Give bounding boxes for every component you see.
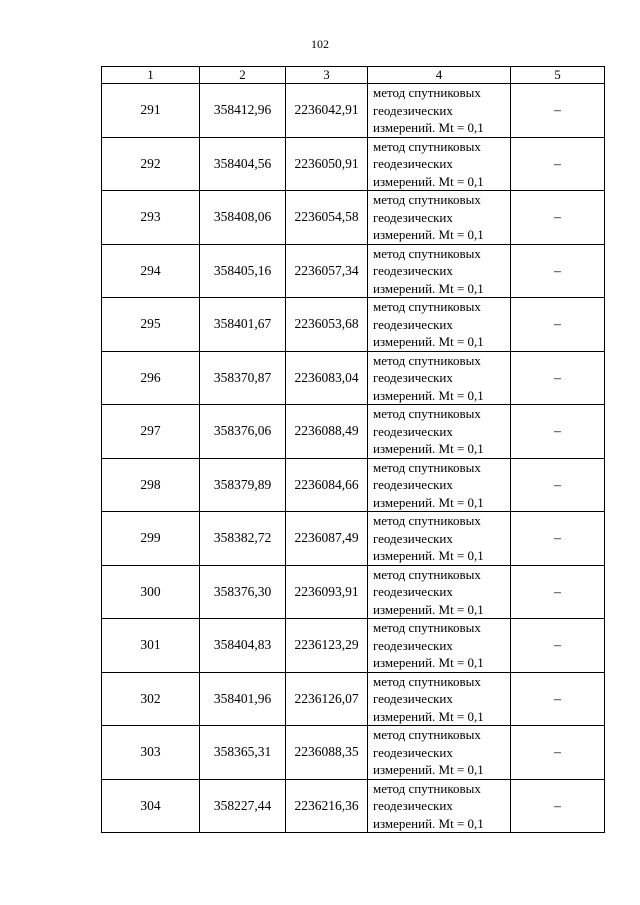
method-line: метод спутниковых: [373, 192, 481, 207]
method-cell: [368, 726, 511, 780]
header-col-3: 3: [286, 67, 368, 84]
y-coordinate-cell: 2236084,66: [286, 458, 368, 512]
method-line: геодезических: [373, 209, 453, 225]
method-line: измерений. Mt = 0,1: [373, 708, 484, 724]
x-coordinate-cell: 358379,89: [200, 458, 286, 512]
method-cell: [368, 298, 511, 352]
table-body: [102, 84, 605, 833]
note-cell: –: [511, 565, 605, 619]
method-line: измерений. Mt = 0,1: [373, 655, 484, 670]
table-row: [102, 565, 605, 619]
method-line: геодезических: [373, 798, 453, 813]
method-cell: [368, 191, 511, 245]
note-cell: –: [511, 298, 605, 352]
y-coordinate-cell: 2236088,35: [286, 726, 368, 780]
y-coordinate-cell: 2236216,36: [286, 779, 368, 833]
point-number-cell: 291: [102, 84, 200, 138]
method-line: геодезических: [373, 477, 453, 492]
point-number-cell: 294: [102, 244, 200, 298]
x-coordinate-cell: 358412,96: [200, 84, 286, 138]
point-number-cell: 293: [102, 191, 200, 245]
method-line: геодезических: [373, 316, 453, 332]
method-line: геодезических: [373, 637, 453, 653]
x-coordinate-cell: 358401,96: [200, 672, 286, 726]
method-line: геодезических: [373, 370, 453, 385]
method-line: измерений. Mt = 0,1: [373, 494, 484, 510]
note-cell: –: [511, 779, 605, 833]
point-number-cell: 304: [102, 779, 200, 833]
method-line: метод спутниковых: [373, 85, 481, 100]
method-line: измерений. Mt = 0,1: [373, 120, 484, 135]
method-line: измерений. Mt = 0,1: [373, 441, 484, 456]
method-line: метод спутниковых: [373, 566, 481, 582]
point-number-cell: 296: [102, 351, 200, 405]
method-line: геодезических: [373, 744, 453, 760]
point-number-cell: 292: [102, 137, 200, 191]
table-row: [102, 191, 605, 245]
note-cell: –: [511, 672, 605, 726]
x-coordinate-cell: 358404,83: [200, 619, 286, 673]
note-cell: –: [511, 726, 605, 780]
method-line: измерений. Mt = 0,1: [373, 227, 484, 242]
y-coordinate-cell: 2236088,49: [286, 405, 368, 459]
method-line: геодезических: [373, 691, 453, 706]
x-coordinate-cell: 358365,31: [200, 726, 286, 780]
method-line: измерений. Mt = 0,1: [373, 548, 484, 563]
method-line: геодезических: [373, 423, 453, 439]
header-col-4: 4: [368, 67, 511, 84]
method-cell: [368, 405, 511, 459]
method-line: метод спутниковых: [373, 459, 481, 475]
x-coordinate-cell: 358401,67: [200, 298, 286, 352]
table-row: [102, 672, 605, 726]
method-cell: [368, 84, 511, 138]
y-coordinate-cell: 2236053,68: [286, 298, 368, 352]
method-line: измерений. Mt = 0,1: [373, 387, 484, 403]
point-number-cell: 295: [102, 298, 200, 352]
point-number-cell: 300: [102, 565, 200, 619]
method-line: геодезических: [373, 263, 453, 278]
method-line: метод спутниковых: [373, 299, 481, 314]
method-cell: [368, 244, 511, 298]
coordinates-table: [101, 66, 605, 833]
method-line: метод спутниковых: [373, 138, 481, 154]
method-line: геодезических: [373, 584, 453, 599]
table-row: [102, 244, 605, 298]
x-coordinate-cell: 358227,44: [200, 779, 286, 833]
table-row: [102, 137, 605, 191]
y-coordinate-cell: 2236083,04: [286, 351, 368, 405]
method-line: метод спутниковых: [373, 673, 481, 689]
method-line: метод спутниковых: [373, 352, 481, 368]
method-cell: [368, 458, 511, 512]
method-line: метод спутниковых: [373, 620, 481, 635]
x-coordinate-cell: 358376,30: [200, 565, 286, 619]
note-cell: –: [511, 137, 605, 191]
y-coordinate-cell: 2236087,49: [286, 512, 368, 566]
y-coordinate-cell: 2236054,58: [286, 191, 368, 245]
method-line: геодезических: [373, 530, 453, 546]
note-cell: –: [511, 458, 605, 512]
method-cell: [368, 565, 511, 619]
method-cell: [368, 779, 511, 833]
method-line: геодезических: [373, 156, 453, 171]
header-col-2: 2: [200, 67, 286, 84]
note-cell: –: [511, 84, 605, 138]
method-line: измерений. Mt = 0,1: [373, 280, 484, 296]
method-line: измерений. Mt = 0,1: [373, 815, 484, 831]
y-coordinate-cell: 2236093,91: [286, 565, 368, 619]
table-row: [102, 726, 605, 780]
table-row: [102, 298, 605, 352]
point-number-cell: 297: [102, 405, 200, 459]
method-line: измерений. Mt = 0,1: [373, 173, 484, 189]
method-cell: [368, 512, 511, 566]
x-coordinate-cell: 358408,06: [200, 191, 286, 245]
y-coordinate-cell: 2236126,07: [286, 672, 368, 726]
y-coordinate-cell: 2236123,29: [286, 619, 368, 673]
note-cell: –: [511, 244, 605, 298]
y-coordinate-cell: 2236057,34: [286, 244, 368, 298]
method-cell: [368, 619, 511, 673]
header-col-5: 5: [511, 67, 605, 84]
table-row: [102, 458, 605, 512]
x-coordinate-cell: 358404,56: [200, 137, 286, 191]
note-cell: –: [511, 405, 605, 459]
table-row: [102, 405, 605, 459]
point-number-cell: 303: [102, 726, 200, 780]
method-line: измерений. Mt = 0,1: [373, 601, 484, 617]
y-coordinate-cell: 2236050,91: [286, 137, 368, 191]
x-coordinate-cell: 358376,06: [200, 405, 286, 459]
method-line: метод спутниковых: [373, 245, 481, 261]
point-number-cell: 302: [102, 672, 200, 726]
method-line: метод спутниковых: [373, 780, 481, 796]
note-cell: –: [511, 351, 605, 405]
header-col-1: 1: [102, 67, 200, 84]
method-cell: [368, 351, 511, 405]
method-cell: [368, 672, 511, 726]
table-row: [102, 351, 605, 405]
x-coordinate-cell: 358382,72: [200, 512, 286, 566]
page-number: 102: [311, 37, 329, 51]
point-number-cell: 298: [102, 458, 200, 512]
table-row: [102, 779, 605, 833]
table-row: [102, 512, 605, 566]
method-line: геодезических: [373, 102, 453, 118]
method-line: метод спутниковых: [373, 513, 481, 528]
note-cell: –: [511, 191, 605, 245]
table-row: [102, 619, 605, 673]
x-coordinate-cell: 358405,16: [200, 244, 286, 298]
method-line: измерений. Mt = 0,1: [373, 762, 484, 777]
note-cell: –: [511, 619, 605, 673]
header-row: [102, 67, 605, 84]
x-coordinate-cell: 358370,87: [200, 351, 286, 405]
point-number-cell: 301: [102, 619, 200, 673]
note-cell: –: [511, 512, 605, 566]
method-line: метод спутниковых: [373, 727, 481, 742]
method-line: метод спутниковых: [373, 406, 481, 421]
method-cell: [368, 137, 511, 191]
y-coordinate-cell: 2236042,91: [286, 84, 368, 138]
point-number-cell: 299: [102, 512, 200, 566]
method-line: измерений. Mt = 0,1: [373, 334, 484, 349]
table-row: [102, 84, 605, 138]
